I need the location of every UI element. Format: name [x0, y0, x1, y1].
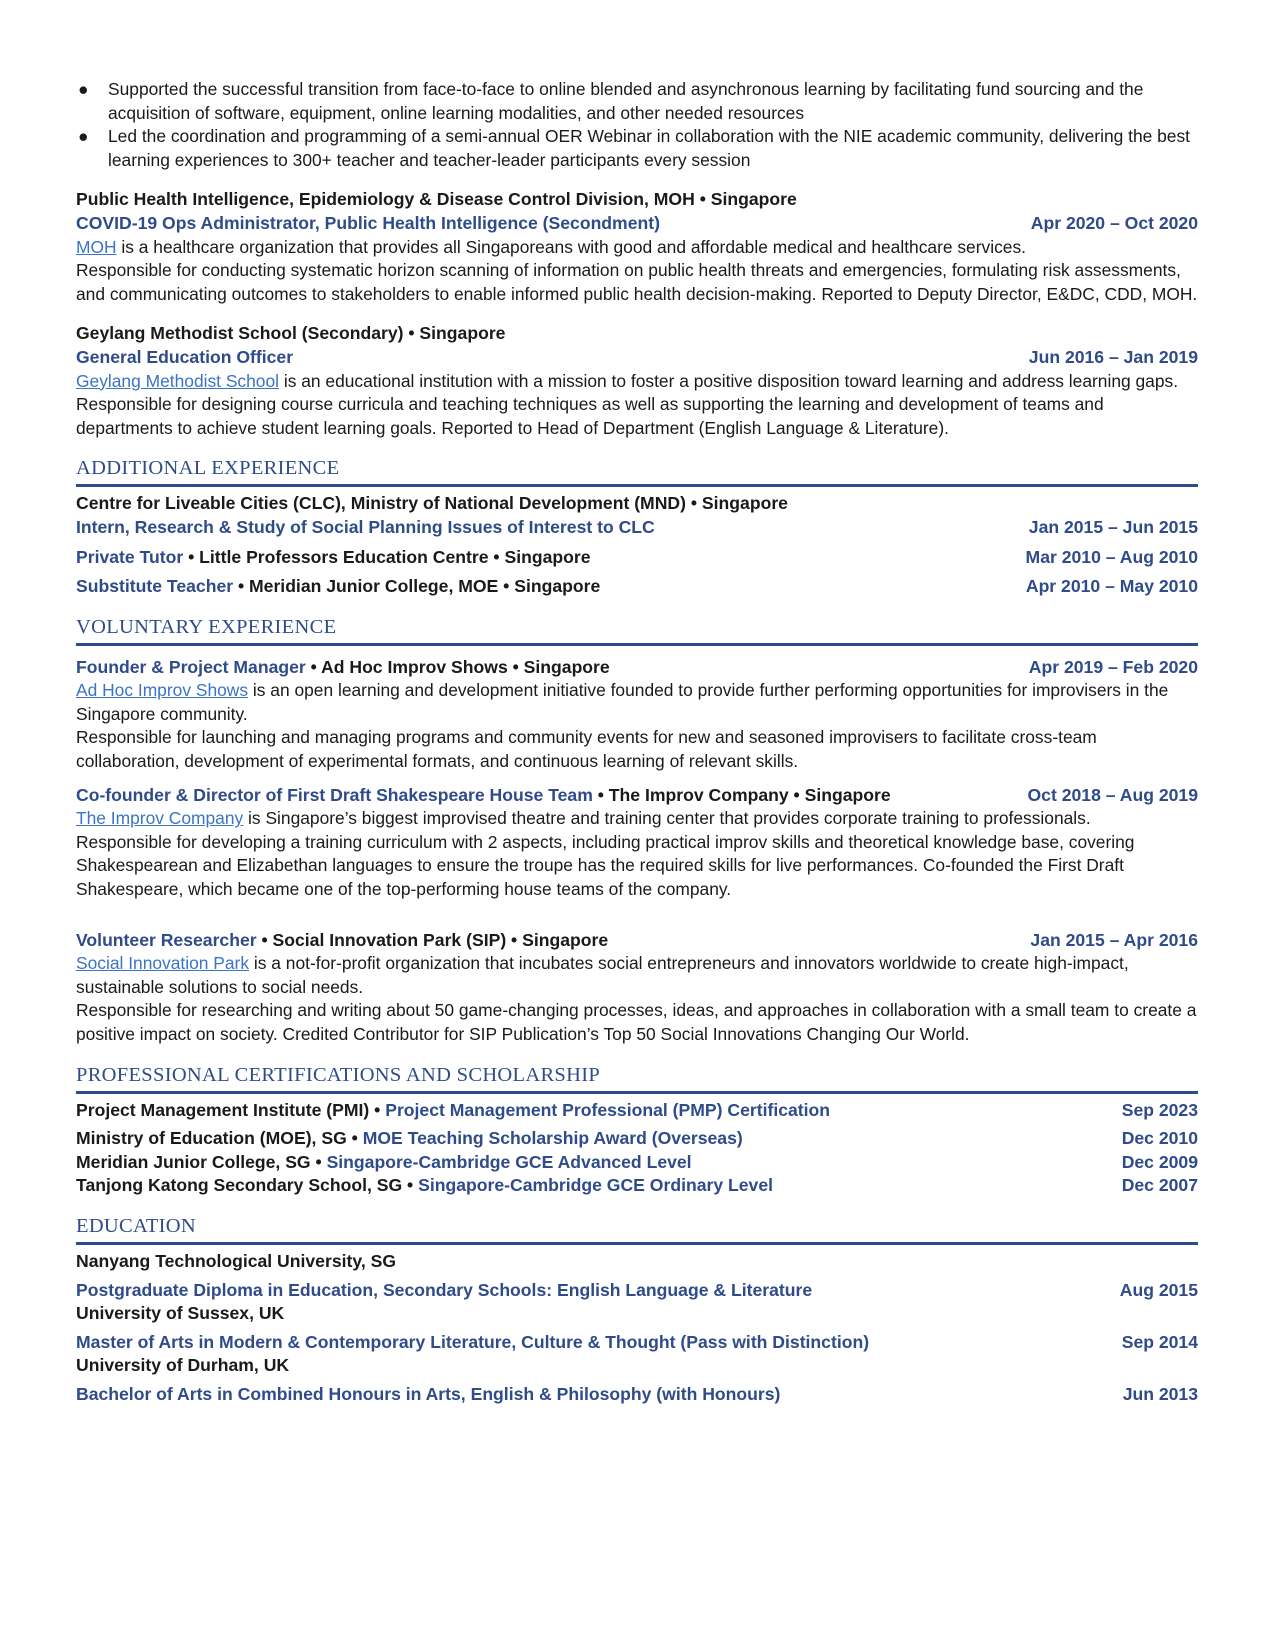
cert-date: Sep 2023: [1121, 1099, 1198, 1120]
cert-date: Dec 2007: [1121, 1175, 1198, 1196]
section-education: [76, 1214, 1198, 1407]
job-date: Jan 2015 – Apr 2016: [1030, 929, 1198, 950]
employer-name: • Social Innovation Park (SIP) • Singapore: [256, 929, 609, 950]
cert-title: Project Management Professional (PMP) Certification: [385, 1099, 831, 1120]
section-divider: [76, 1242, 1198, 1245]
responsibilities: Responsible for researching and writing about 50 game-changing processes, ideas, and approaches in collaboration with a small team to create a positive impact on society. Credited Contributor for SIP Publication’s Top 50 Social Innovations Changing Our World.: [76, 1000, 1197, 1044]
job-adhoc: [76, 656, 1198, 774]
cert-entry: [76, 1127, 743, 1151]
job-entry: [76, 784, 891, 808]
employer-name: Public Health Intelligence, Epidemiology & Disease Control Division, MOH • Singapore: [76, 189, 797, 210]
cert-issuer: Project Management Institute (PMI) •: [76, 1099, 386, 1120]
bullet-item: [76, 78, 1198, 125]
employer-name: Centre for Liveable Cities (CLC), Ministry of National Development (MND) • Singapore: [76, 493, 788, 514]
bullet-text: Supported the successful transition from face-to-face to online blended and asynchronous learning by facilitating fund sourcing and the acquisition of software, equipment, online learning modalities, and other needed resources: [108, 79, 1144, 123]
job-date: Mar 2010 – Aug 2010: [1025, 546, 1198, 567]
cert-title: Singapore-Cambridge GCE Ordinary Level: [418, 1175, 773, 1196]
cert-entry: [76, 1174, 773, 1198]
cert-issuer: Meridian Junior College, SG •: [76, 1151, 327, 1172]
org-link[interactable]: MOH: [76, 236, 117, 257]
job-title: General Education Officer: [76, 346, 294, 367]
org-link[interactable]: Social Innovation Park: [76, 953, 250, 974]
cert-date: Dec 2010: [1121, 1128, 1198, 1149]
job-entry: [76, 656, 610, 680]
job-improv-company: [76, 784, 1198, 902]
org-link[interactable]: Ad Hoc Improv Shows: [76, 680, 249, 701]
job-entry: [76, 546, 591, 570]
job-date: Jan 2015 – Jun 2015: [1028, 516, 1198, 537]
job-title-row: [76, 546, 1198, 570]
employer-name: • Ad Hoc Improv Shows • Singapore: [305, 656, 610, 677]
cert-row: [76, 1151, 1198, 1175]
job-date: Apr 2010 – May 2010: [1025, 576, 1198, 597]
cert-row: [76, 1174, 1198, 1198]
org-link[interactable]: Geylang Methodist School: [76, 370, 280, 391]
bullet-icon: ●: [78, 79, 89, 99]
job-title-row: [76, 656, 1198, 680]
job-title: Substitute Teacher: [76, 576, 234, 597]
job-sip: [76, 929, 1198, 1047]
bullet-text: Led the coordination and programming of a semi-annual OER Webinar in collaboration with the NIE academic community, delivering the best learning experiences to 300+ teacher and teacher-leader participants every session: [108, 126, 1191, 170]
degree-row: [76, 1331, 1198, 1355]
school-name: University of Sussex, UK: [76, 1303, 285, 1324]
job-moh: [76, 188, 1198, 306]
org-description: [76, 370, 1198, 394]
job-title: Intern, Research & Study of Social Planning Issues of Interest to CLC: [76, 516, 655, 537]
cert-title: Singapore-Cambridge GCE Advanced Level: [326, 1151, 692, 1172]
job-title: Founder & Project Manager: [76, 656, 306, 677]
degree-title: Master of Arts in Modern & Contemporary Literature, Culture & Thought (Pass with Distinction): [76, 1331, 870, 1352]
bullet-icon: ●: [78, 126, 89, 147]
job-title: Private Tutor: [76, 546, 184, 567]
org-description: [76, 679, 1198, 726]
degree-date: Aug 2015: [1119, 1279, 1198, 1300]
resume-page: [76, 78, 1198, 1407]
job-date: Apr 2019 – Feb 2020: [1028, 656, 1198, 677]
degree-row: [76, 1279, 1198, 1303]
cert-issuer: Tanjong Katong Secondary School, SG •: [76, 1175, 419, 1196]
bullet-item: [76, 125, 1198, 172]
responsibilities: Responsible for conducting systematic horizon scanning of information on public health threats and emergencies, formulating risk assessments, and communicating outcomes to stakeholders to enable informed public health decision-making. Reported to Deputy Director, E&DC, CDD, MOH.: [76, 260, 1198, 304]
section-certifications: [76, 1063, 1198, 1198]
section-divider: [76, 643, 1198, 646]
degree-date: Jun 2013: [1122, 1383, 1198, 1404]
degree-title: Postgraduate Diploma in Education, Secondary Schools: English Language & Literature: [76, 1279, 813, 1300]
cert-entry: [76, 1151, 692, 1175]
employer-name: • Meridian Junior College, MOE • Singapore: [233, 576, 601, 597]
job-title-row: [76, 575, 1198, 599]
intro-bullets: [76, 78, 1198, 172]
job-title: Co-founder & Director of First Draft Shakespeare House Team: [76, 784, 593, 805]
job-title-row: [76, 212, 1198, 236]
section-heading: VOLUNTARY EXPERIENCE: [76, 615, 337, 638]
cert-row: [76, 1127, 1198, 1151]
responsibilities: Responsible for launching and managing programs and community events for new and seasoned improvisers to facilitate cross-team collaboration, development of experimental formats, and continuous learning of relevant skills.: [76, 727, 1097, 772]
job-title: COVID-19 Ops Administrator, Public Health Intelligence (Secondment): [76, 212, 660, 233]
cert-row: [76, 1099, 1198, 1123]
job-title: Volunteer Researcher: [76, 929, 257, 950]
employer-name: • Little Professors Education Centre • Singapore: [183, 546, 591, 567]
org-description-text: is an open learning and development initiative founded to provide further performing opportunities for improvisers in the Singapore community.: [76, 680, 1169, 724]
org-description: [76, 236, 1198, 260]
degree-title: Bachelor of Arts in Combined Honours in Arts, English & Philosophy (with Honours): [76, 1383, 781, 1404]
job-title-row: [76, 784, 1198, 808]
job-title-row: [76, 929, 1198, 953]
org-description: [76, 952, 1198, 999]
org-description: [76, 807, 1198, 831]
degree-date: Sep 2014: [1121, 1331, 1198, 1352]
degree-row: [76, 1383, 1198, 1407]
section-additional-experience: [76, 456, 1198, 598]
section-divider: [76, 484, 1198, 487]
section-voluntary-experience: [76, 615, 1198, 1047]
job-entry: [76, 575, 600, 599]
employer-name: Geylang Methodist School (Secondary) • Singapore: [76, 323, 506, 344]
job-entry: [76, 929, 608, 953]
org-description-text: is Singapore’s biggest improvised theatre and training center that provides corporate training to professionals.: [243, 808, 1091, 829]
org-description-text: is a healthcare organization that provides all Singaporeans with good and affordable medical and healthcare services.: [116, 236, 1026, 257]
school-name: University of Durham, UK: [76, 1355, 290, 1376]
cert-issuer: Ministry of Education (MOE), SG •: [76, 1128, 363, 1149]
section-heading: PROFESSIONAL CERTIFICATIONS AND SCHOLARSHIP: [76, 1063, 601, 1086]
section-divider: [76, 1091, 1198, 1094]
org-link[interactable]: The Improv Company: [76, 808, 244, 829]
cert-entry: [76, 1099, 830, 1123]
job-date: Oct 2018 – Aug 2019: [1027, 784, 1198, 805]
employer-name: • The Improv Company • Singapore: [592, 784, 891, 805]
responsibilities: Responsible for designing course curricula and teaching techniques as well as supporting the learning and development of teams and departments to achieve student learning goals. Reported to Head of Department (English Language & Literature).: [76, 394, 1104, 438]
cert-title: MOE Teaching Scholarship Award (Overseas): [362, 1128, 743, 1149]
org-description-text: is an educational institution with a mission to foster a positive disposition toward learning and address learning gaps.: [279, 370, 1179, 391]
org-description-text: is a not-for-profit organization that incubates social entrepreneurs and innovators worldwide to create high-impact, sustainable solutions to social needs.: [76, 953, 1129, 997]
cert-date: Dec 2009: [1121, 1151, 1198, 1172]
section-heading: EDUCATION: [76, 1214, 196, 1237]
job-date: Apr 2020 – Oct 2020: [1030, 212, 1198, 233]
job-date: Jun 2016 – Jan 2019: [1028, 346, 1198, 367]
job-title-row: [76, 346, 1198, 370]
school-name: Nanyang Technological University, SG: [76, 1250, 397, 1271]
section-heading: ADDITIONAL EXPERIENCE: [76, 457, 340, 480]
responsibilities: Responsible for developing a training curriculum with 2 aspects, including practical improv skills and theoretical knowledge base, covering Shakespearean and Elizabethan languages to ensure the troupe has the required skills for live performances. Co-founded the First Draft Shakespeare, which became one of the top-performing house teams of the company.: [76, 831, 1135, 900]
job-title-row: [76, 516, 1198, 540]
job-gms: [76, 322, 1198, 440]
